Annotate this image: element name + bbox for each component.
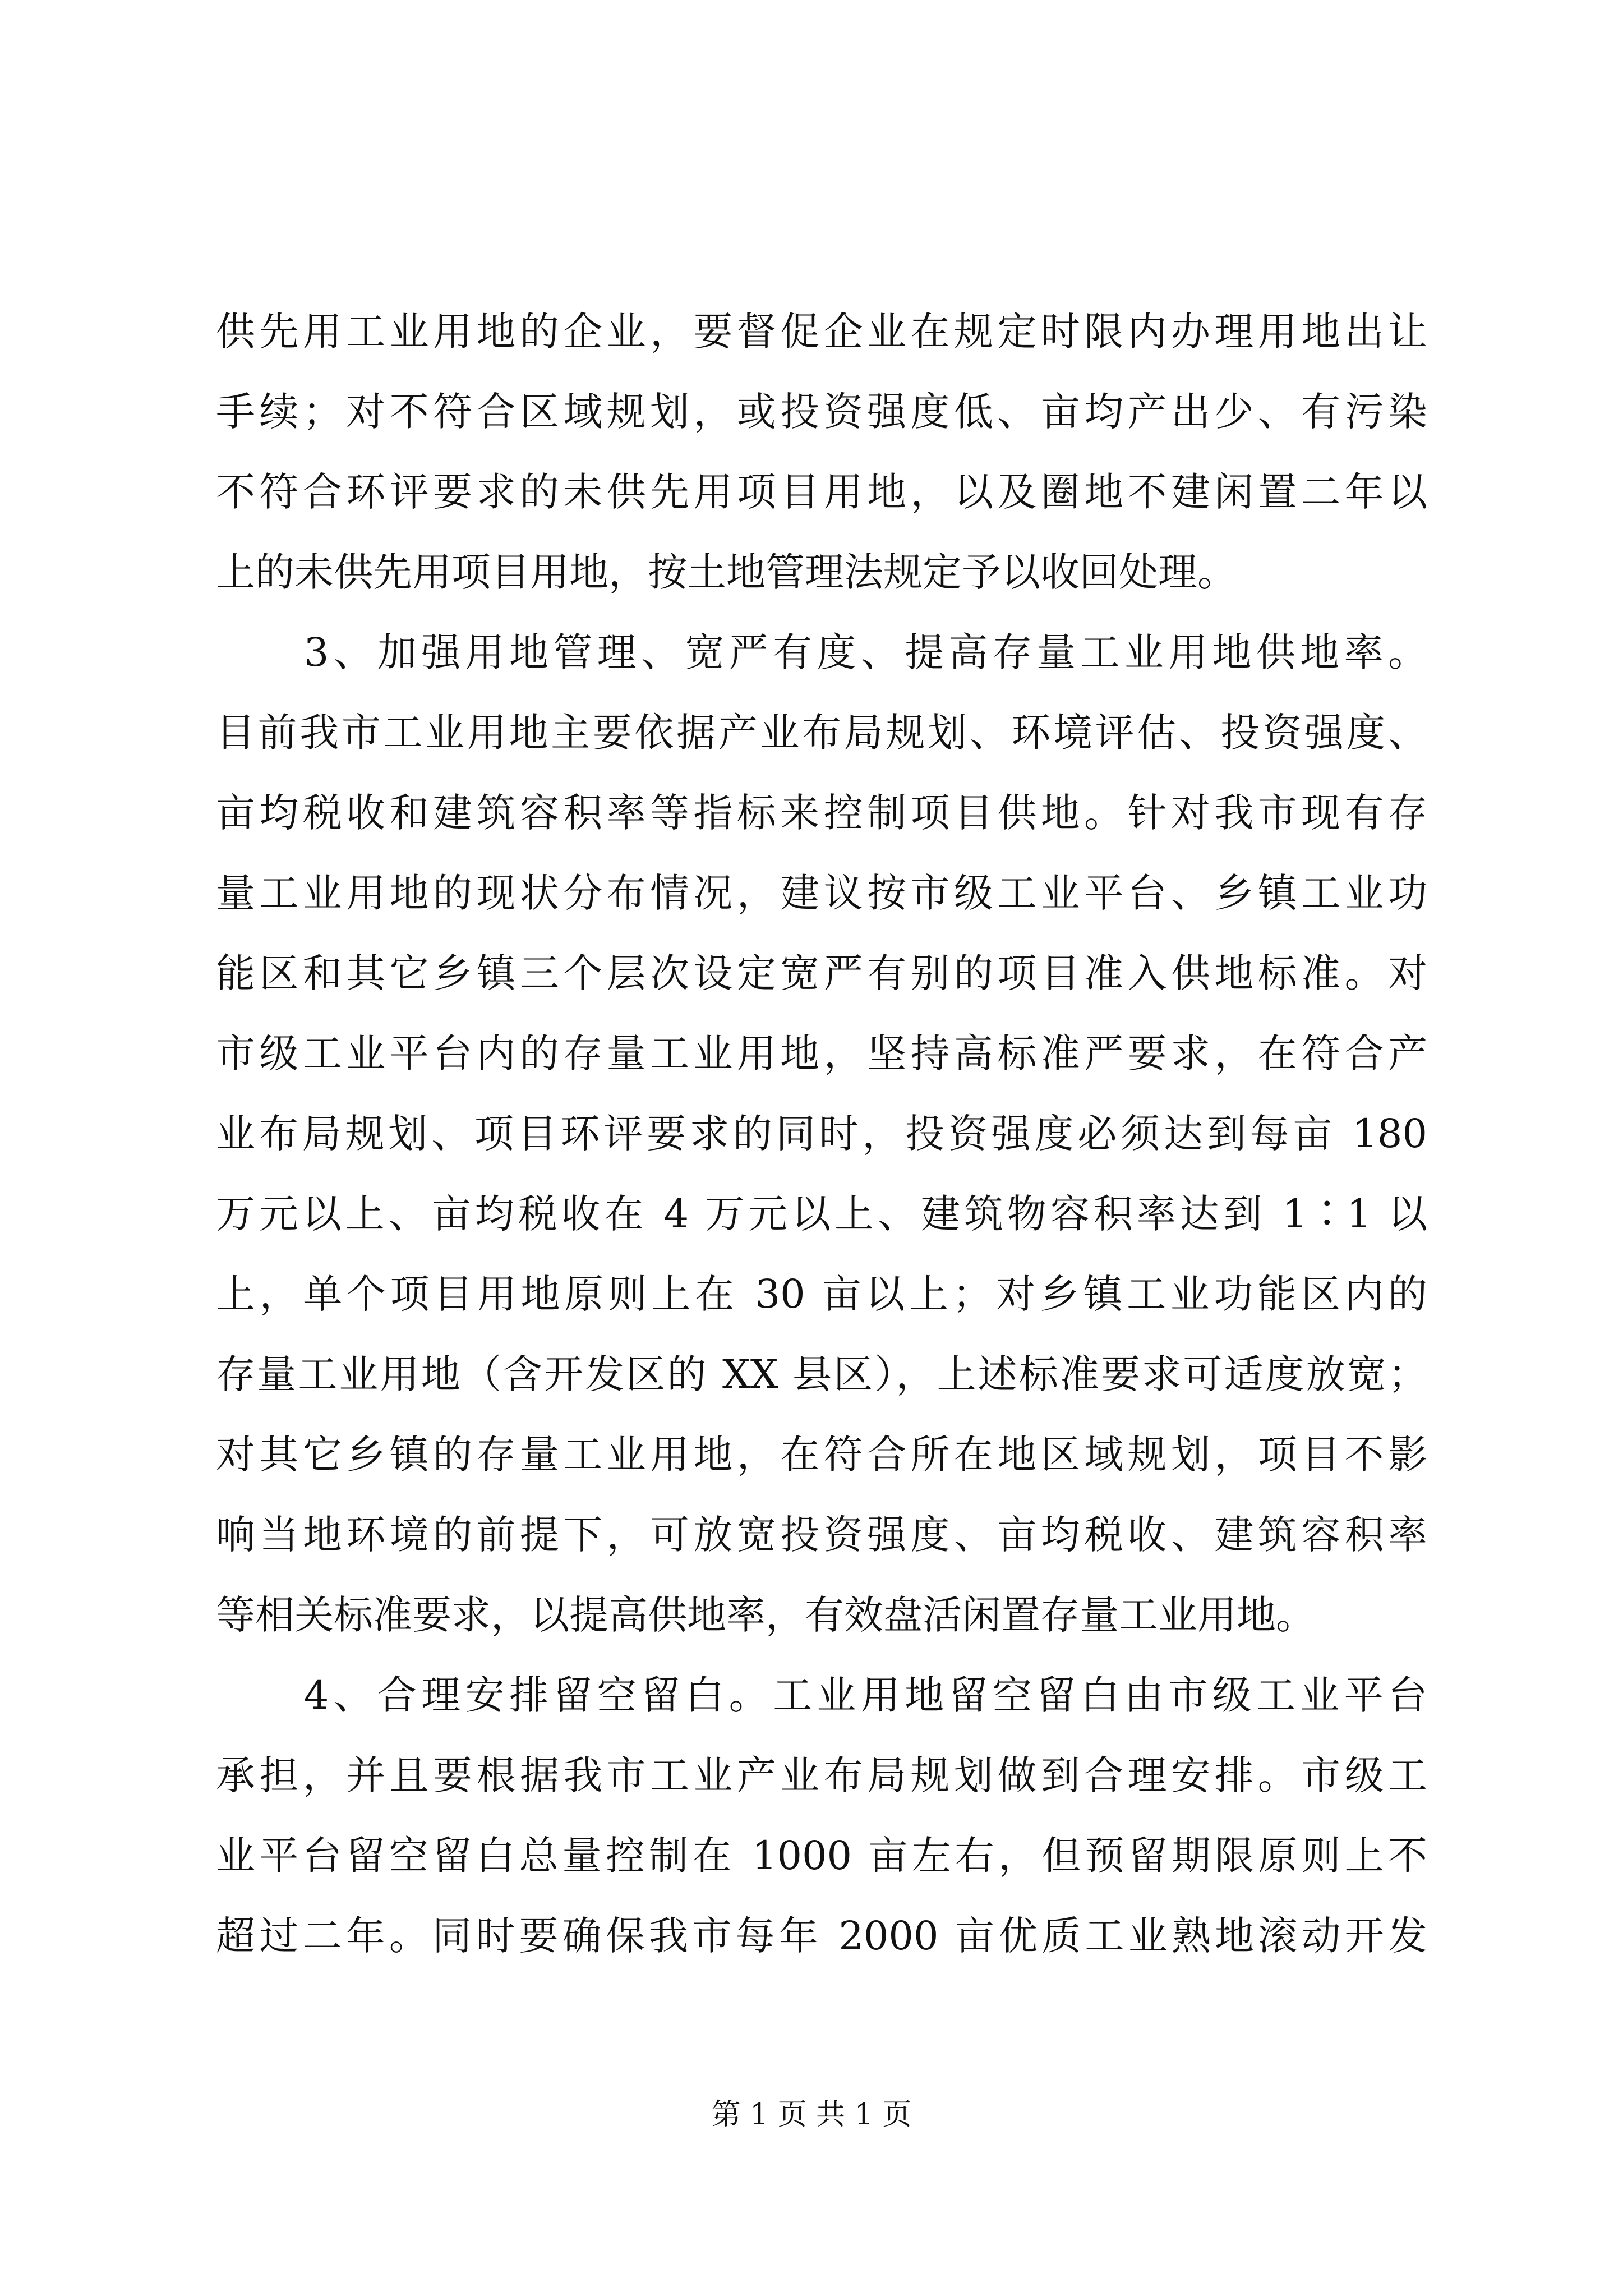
text-line: 上的未供先用项目用地，按土地管理法规定予以收回处理。 <box>216 549 1237 595</box>
document-body <box>216 292 1427 1976</box>
text-line: 万元以上、亩均税收在 4 万元以上、建筑物容积率达到 1∶1 以 <box>216 1191 1427 1237</box>
text-line: 3、加强用地管理、宽严有度、提高存量工业用地供地率。 <box>216 629 1427 675</box>
text-line: 超过二年。同时要确保我市每年 2000 亩优质工业熟地滚动开发 <box>216 1913 1427 1959</box>
page-footer: 第 1 页 共 1 页 <box>711 2098 912 2132</box>
text-line: 响当地环境的前提下，可放宽投资强度、亩均税收、建筑容积率 <box>216 1512 1427 1558</box>
text-line: 4、合理安排留空留白。工业用地留空留白由市级工业平台 <box>216 1672 1427 1718</box>
text-line: 承担，并且要根据我市工业产业布局规划做到合理安排。市级工 <box>216 1752 1427 1798</box>
text-line: 市级工业平台内的存量工业用地，坚持高标准严要求，在符合产 <box>216 1030 1427 1076</box>
text-line: 供先用工业用地的企业，要督促企业在规定时限内办理用地出让 <box>216 309 1427 355</box>
text-line: 业布局规划、项目环评要求的同时，投资强度必须达到每亩 180 <box>216 1111 1427 1157</box>
text-line: 亩均税收和建筑容积率等指标来控制项目供地。针对我市现有存 <box>216 790 1427 836</box>
text-line: 手续；对不符合区域规划，或投资强度低、亩均产出少、有污染 <box>216 389 1427 435</box>
text-line: 存量工业用地（含开发区的 XX 县区），上述标准要求可适度放宽； <box>216 1351 1427 1397</box>
text-line: 不符合环评要求的未供先用项目用地，以及圈地不建闲置二年以 <box>216 469 1427 515</box>
text-line: 业平台留空留白总量控制在 1000 亩左右，但预留期限原则上不 <box>216 1833 1427 1879</box>
text-line: 上，单个项目用地原则上在 30 亩以上；对乡镇工业功能区内的 <box>216 1271 1427 1317</box>
text-line: 等相关标准要求，以提高供地率，有效盘活闲置存量工业用地。 <box>216 1592 1315 1638</box>
text-line: 量工业用地的现状分布情况，建议按市级工业平台、乡镇工业功 <box>216 870 1427 916</box>
text-line: 目前我市工业用地主要依据产业布局规划、环境评估、投资强度、 <box>216 710 1427 756</box>
text-line: 对其它乡镇的存量工业用地，在符合所在地区域规划，项目不影 <box>216 1432 1427 1478</box>
text-line: 能区和其它乡镇三个层次设定宽严有别的项目准入供地标准。对 <box>216 950 1427 996</box>
